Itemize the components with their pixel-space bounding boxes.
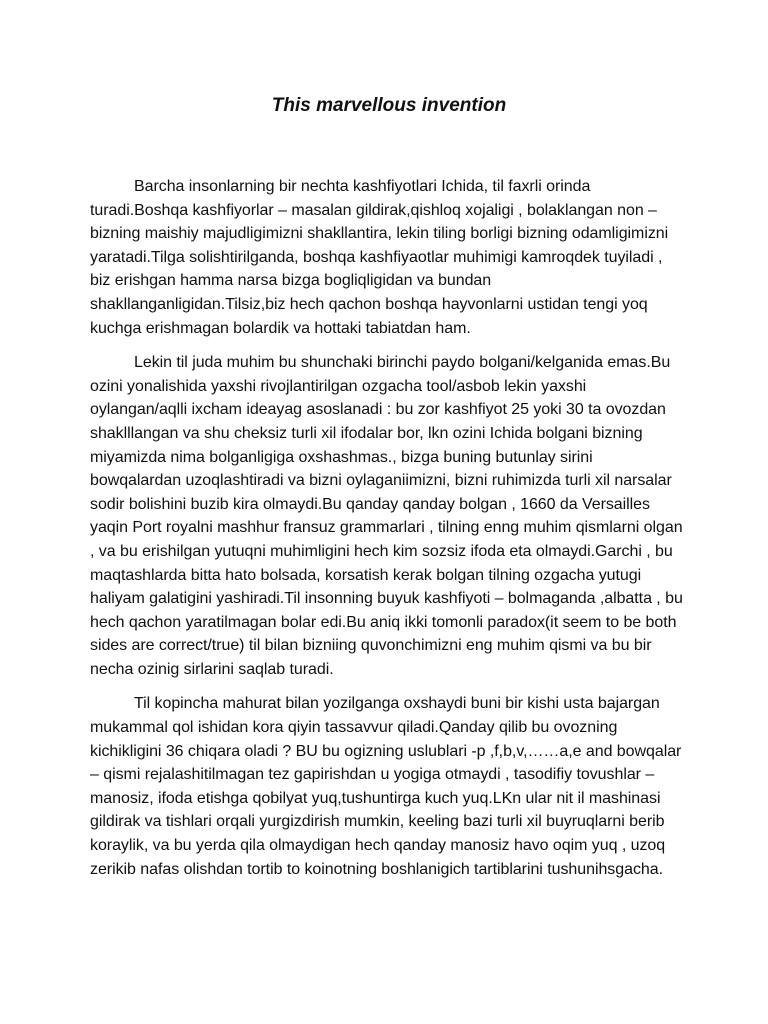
document-title: This marvellous invention (271, 95, 507, 116)
paragraph-1: Barcha insonlarning bir nechta kashfiyotlari Ichida, til faxrli orinda turadi.Boshqa kashfiyorlar – masalan gildirak,qishloq xojaligi , bolaklangan non – bizning maishiy majudligimizni shakllantira, lekin tiling borligi bizning odamligimizni yaratadi.Tilga solishtirilganda, boshqa kashfiyaotlar muhimigi kamroqdek tuyiladi , biz erishgan hamma narsa bizga bogliqligidan va bundan shakllanganligidan.Tilsiz,biz hech qachon boshqa hayvonlarni ustidan tengi yoq kuchga erishmagan bolardik va hottaki tabiatdan ham. (90, 178, 669, 337)
paragraph-3: Til kopincha mahurat bilan yozilganga oxshaydi buni bir kishi usta bajargan mukammal qol ishidan kora qiyin tassavvur qiladi.Qanday qilib bu ovozning kichikligini 36 chiqara oladi ? BU bu ogizning uslublari -p ,f,b,v,……a,e and bowqalar – qismi rejalashitilmagan tez gapirishdan u yogiga otmaydi , tasodifiy tovushlar – manosiz, ifoda etishga qobilyat yuq,tushuntirga kuch yuq.LKn ular nit il mashinasi gildirak va tishlari orqali yurgizdirish mumkin, keeling bazi turli xil buyruqlarni berib koraylik, va bu yerda qila olmaydigan hech qanday manosiz havo oqim yuq , uzoq zerikib nafas olishdan tortib to koinotning boshlanigich tartiblarini tushunihsgacha. (90, 695, 682, 878)
paragraph-2: Lekin til juda muhim bu shunchaki birinchi paydo bolgani/kelganida emas.Bu ozini yonalishida yaxshi rivojlantirilgan ozgacha tool/asbob lekin yaxshi oylangan/aqlli ixcham ideayag asoslanadi : bu zor kashfiyot 25 yoki 30 ta ovozdan shaklllangan va shu cheksiz turli xil ifodalar bor, lkn ozini Ichida bolgani bizning miyamizda nima bolganligiga oxshashmas., bizga buning butunlay sirini bowqalardan uzoqlashtiradi va bizni oylaganiimizni, bizni ruhimizda turli xil narsalar sodir bolishini buzib kira olmaydi.Bu qanday qanday bolgan , 1660 da Versailles yaqin Port royalni mashhur fransuz grammarlari , tilning enng muhim qismlarni olgan , va bu erishilgan yutuqni muhimligini hech kim sozsiz ifoda eta olmaydi.Garchi , bu maqtashlarda bitta hato bolsada, korsatish kerak bolgan tilning ozgacha yutugi haliyam galatigini yashiradi.Til insonning buyuk kashfiyoti – bolmaganda ,albatta , bu hech qachon yaratilmagan bolar edi.Bu aniq ikki tomonli paradox(it seem to be both sides are correct/true) til bilan bizniing quvonchimizni eng muhim qismi va bu bir necha ozinig sirlarini saqlab turadi. (90, 354, 683, 678)
